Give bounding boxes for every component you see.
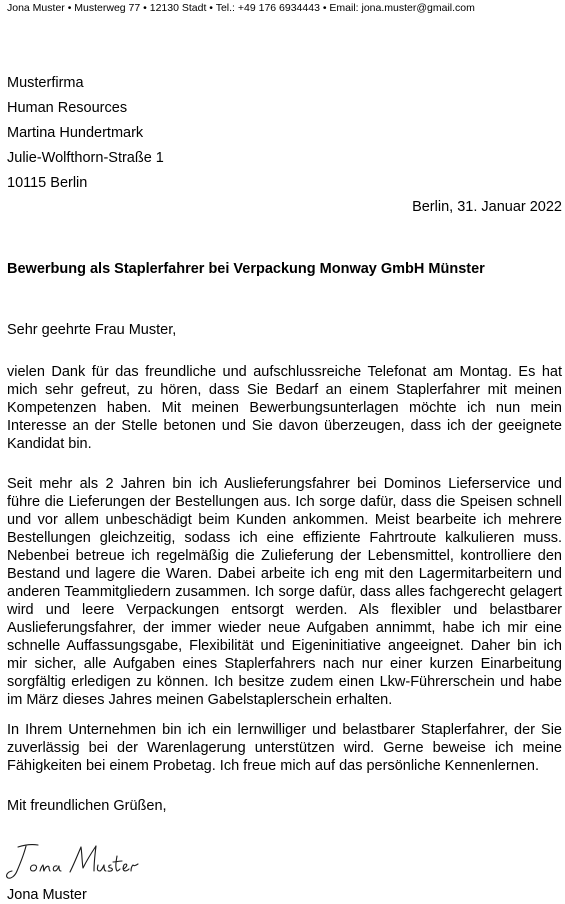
body-paragraph-2: Seit mehr als 2 Jahren bin ich Auslieferungsfahrer bei Dominos Lieferservice und führe die Lieferungen der Bestellungen aus. Ich sorge dafür, dass die Speisen schnell und vor allem unbeschädigt beim Kunden ankommen. Meist bearbeite ich mehrere Bestellungen gleichzeitig, sodass ich eine effiziente Fahrtroute kalkulieren muss. Nebenbei betreue ich regelmäßig die Zulieferung der Lebensmittel, kontrolliere den Bestand und lagere die Waren. Dabei arbeite ich eng mit den Lagermitarbeitern und anderen Teammitgliedern zusammen. Ich sorge dafür, dass alles fachgerecht gelagert wird und leere Verpackungen entsorgt werden. Als flexibler und belastbarer Auslieferungsfahrer, der immer wieder neue Aufgaben annimmt, habe ich mir eine schnelle Auffassungsgabe, Flexibilität und Eigeninitiative angeeignet. Daher bin ich mir sicher, alle Aufgaben eines Staplerfahrers nach nur einer kurzen Einarbeitung sorgfältig erledigen zu können. Ich besitze zudem einen Lkw-Führerschein und habe im März dieses Jahres meinen Gabelstaplerschein erhalten. (7, 476, 562, 708)
recipient-address (7, 71, 164, 196)
closing-phrase: Mit freundlichen Grüßen, (7, 798, 167, 814)
handwritten-signature (4, 838, 144, 884)
recipient-name: Martina Hundertmark (7, 125, 144, 141)
sender-address-line: Jona Muster • Musterweg 77 • 12130 Stadt • Tel.: +49 176 6934443 • Email: jona.muster@gmail.com (7, 2, 475, 14)
body-paragraph-1: vielen Dank für das freundliche und aufschlussreiche Telefonat am Montag. Es hat mich sehr gefreut, zu hören, dass Sie Bedarf an einem Staplerfahrer mit meinen Kompetenzen haben. Mit meinen Bewerbungsunterlagen möchte ich nun mein Interesse an der Stelle betonen und Sie davon überzeugen, dass ich der geeignete Kandidat bin. (7, 364, 562, 452)
body-paragraph-3: In Ihrem Unternehmen bin ich ein lernwilliger und belastbarer Staplerfahrer, der Sie zuverlässig bei der Warenlagerung unterstützen wird. Gerne beweise ich meine Fähigkeiten bei einem Probetag. Ich freue mich auf das persönliche Kennenlernen. (7, 722, 562, 774)
recipient-city: 10115 Berlin (7, 175, 88, 191)
recipient-department: Human Resources (7, 100, 128, 116)
recipient-company: Musterfirma (7, 75, 84, 91)
recipient-street: Julie-Wolfthorn-Straße 1 (7, 150, 164, 166)
signer-name: Jona Muster (7, 887, 87, 903)
salutation: Sehr geehrte Frau Muster, (7, 322, 177, 338)
letter-date: Berlin, 31. Januar 2022 (412, 199, 562, 215)
letter-subject: Bewerbung als Staplerfahrer bei Verpackung Monway GmbH Münster (7, 261, 485, 277)
